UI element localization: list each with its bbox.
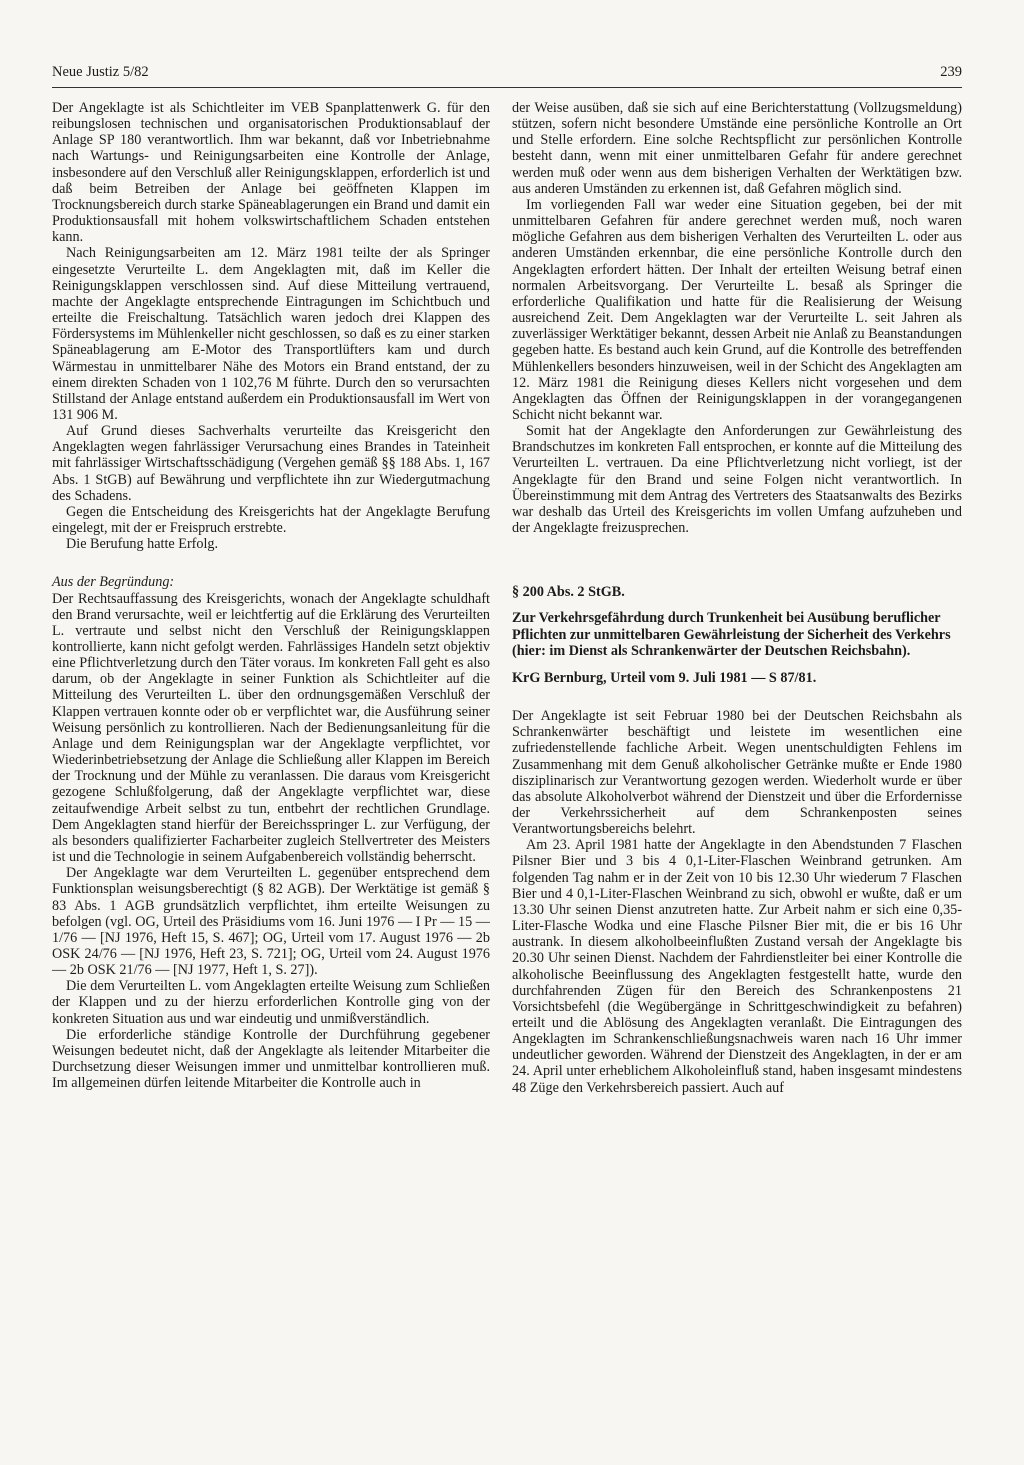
page-header xyxy=(52,64,962,86)
page-number: 239 xyxy=(940,64,962,80)
paragraph: Die dem Verurteilten L. vom Angeklagten erteilte Weisung zum Schließen der Klappen und zu der hierzu erforderlichen Kontrolle ging von der konkreten Situation aus und war eindeutig und unmißverständlich. xyxy=(52,978,490,1027)
headnote: Zur Verkehrsgefährdung durch Trunkenheit bei Ausübung beruflicher Pflichten zur unmittelbaren Gewährleistung der Sicherheit des Verkehrs (hier: im Dienst als Schrankenwärter der Deutschen Reichsbahn). xyxy=(512,610,951,660)
paragraph: der Weise ausüben, daß sie sich auf eine Berichterstattung (Vollzugsmeldung) stützen, sofern nicht besondere Umstände eine persönliche Kontrolle an Ort und Stelle erfordern. Eine solche Rechtspflicht zur persönlichen Kontrolle besteht dann, wenn mit einer unmittelbaren Gefahr für andere gerechnet werden muß oder wenn aus dem bisherigen Verhalten der Werktätigen bzw. aus anderen Umständen zu erkennen ist, daß Gefahren möglich sind. xyxy=(512,100,962,197)
paragraph: Der Angeklagte ist als Schichtleiter im VEB Spanplattenwerk G. für den reibungslosen technischen und organisatorischen Produktionsablauf der Anlage SP 180 verantwortlich. Ihm war bekannt, daß vor Inbetriebnahme nach Wartungs- und Reinigungsarbeiten eine Kontrolle der Anlage, insbesondere auf den Verschluß aller Reinigungsklappen, erforderlich ist und daß beim Betreiben der Anlage bei geöffneten Klappen im Trocknungsbereich durch starke Späneablagerungen ein Brand und damit ein Produktionsausfall mit hohem volkswirtschaftlichem Schaden entstehen kann. xyxy=(52,100,490,246)
paragraph: Der Angeklagte ist seit Februar 1980 bei der Deutschen Reichsbahn als Schrankenwärter beschäftigt und leistete im wesentlichen eine zufriedenstellende fachliche Arbeit. Wegen unentschuldigten Fehlens im Zusammenhang mit dem Genuß alkoholischer Getränke mußte er Ende 1980 disziplinarisch zur Verantwortung gezogen werden. Wiederholt wurde er über das absolute Alkoholverbot während der Dienstzeit und über die Erfordernisse der Verkehrssicherheit auf dem Schrankenposten seines Verantwortungsbereichs belehrt. xyxy=(512,708,962,838)
paragraph: Im vorliegenden Fall war weder eine Situation gegeben, bei der mit unmittelbaren Gefahren für andere gerechnet werden muß, noch waren mögliche Gefahren aus dem bisherigen Verhalten des Verurteilten L. oder aus anderen Umständen erkennbar, die eine persönliche Kontrolle durch den Angeklagten erfordert hätten. Der Inhalt der erteilten Weisung betraf einen normalen Arbeitsvorgang. Der Verurteilte L. besaß als Springer die erforderliche Qualifikation und hatte für die Realisierung der Weisung ausreichend Zeit. Dem Angeklagten war der Verurteilte L. seit Jahren als zuverlässiger Werktätiger bekannt, dessen Arbeit nie Anlaß zu Beanstandungen gegeben hatte. Es bestand auch kein Grund, auf die Kontrolle des betreffenden Mühlenkellers besonders hinzuweisen, weil in der Schicht des Angeklagten am 12. März 1981 die Reinigung dieses Kellers nicht vorgesehen und dem Angeklagten das Öffnen der Reinigungsklappen in der vorangegangenen Schicht nicht bekannt war. xyxy=(512,196,962,423)
paragraph: Die erforderliche ständige Kontrolle der Durchführung gegebener Weisungen bedeutet nicht, daß der Angeklagte als leitender Mitarbeiter die Durchsetzung dieser Weisungen immer und unmittelbar kontrollieren muß. Im allgemeinen dürfen leitende Mitarbeiter die Kontrolle auch in xyxy=(52,1026,490,1092)
paragraph: Der Rechtsauffassung des Kreisgerichts, wonach der Angeklagte schuldhaft den Brand verursachte, weil er leichtfertig auf die Erklärung des Verurteilten L. vertraute und selbst nicht den Verschluß der Reinigungsklappen kontrollierte, kann nicht gefolgt werden. Fahrlässiges Handeln setzt objektiv eine Pflichtverletzung durch den Täter voraus. Im konkreten Fall geht es also darum, ob der Angeklagte in seiner Funktion als Schichtleiter auf die Mitteilung des Verurteilten L. über den ordnungsgemäßen Verschluß der Klappen vertrauen konnte oder ob er verpflichtet war, die Ausführung seiner Weisung persönlich zu kontrollieren. Nach der Bedienungsanleitung für die Anlage und dem Reinigungsplan war der Angeklagte verpflichtet, vor Wiederinbetriebsetzung der Anlage die Schließung aller Klappen im Bereich der Trocknung und der Mühle zu veranlassen. Die daraus vom Kreisgericht gezogene Schlußfolgerung, daß der Angeklagte verpflichtet war, diese zeitaufwendige Arbeit selbst zu tun, entbehrt der rechtlichen Grundlage. Dem Angeklagten stand hierfür der Bereichsspringer L. zur Verfügung, der als besonders qualifizierter Facharbeiter zugleich Stellvertreter des Meisters ist und die Technologie in seinem Aufgabenbereich vollständig beherrscht. xyxy=(52,590,490,866)
section-reference: § 200 Abs. 2 StGB. xyxy=(512,584,625,601)
paragraph: Gegen die Entscheidung des Kreisgerichts hat der Angeklagte Berufung eingelegt, mit der er Freispruch erstrebte. xyxy=(52,503,490,537)
paragraph: Am 23. April 1981 hatte der Angeklagte in den Abendstunden 7 Flaschen Pilsner Bier und 3 bis 4 0,1-Liter-Flaschen Weinbrand getrunken. Am folgenden Tag nahm er in der Zeit von 10 bis 12.30 Uhr wiederum 7 Flaschen Bier und 4 0,1-Liter-Flaschen Weinbrand zu sich, obwohl er wußte, daß er um 13.30 Uhr seinen Dienst anzutreten hatte. Zur Arbeit nahm er sich eine 0,35-Liter-Flasche Wodka und eine Flasche Pilsner Bier mit, die er bis 16 Uhr austrank. In diesem alkoholbeeinflußten Zustand versah der Angeklagte bis 20.30 Uhr seinen Dienst. Nachdem der Fahrdienstleiter bei einer Kontrolle die alkoholische Beeinflussung des Angeklagten festgestellt hatte, wurde den durchfahrenden Zügen für den Bereich des Schrankenpostens 21 Vorsichtsbefehl (die Wegübergänge in Schrittgeschwindigkeit zu befahren) erteilt und die Ablösung des Angeklagten veranlaßt. Die Eintragungen des Angeklagten im Schrankenschließungsnachweis waren nach 16 Uhr immer undeutlicher geworden. Während der Dienstzeit des Angeklagten, in der er am 24. April unter erheblichem Alkoholeinfluß stand, haben insgesamt mindestens 48 Züge den Verkehrsbereich passiert. Auch auf xyxy=(512,837,962,1096)
section-heading: Aus der Begründung: xyxy=(52,574,175,591)
header-rule xyxy=(52,87,962,88)
paragraph: Der Angeklagte war dem Verurteilten L. gegenüber entsprechend dem Funktionsplan weisungsberechtigt (§ 82 AGB). Der Werktätige ist gemäß § 83 Abs. 1 AGB grundsätzlich verpflichtet, ihm erteilte Weisungen zu befolgen (vgl. OG, Urteil des Präsidiums vom 16. Juni 1976 — I Pr — 15 — 1/76 — [NJ 1976, Heft 15, S. 467]; OG, Urteil vom 17. August 1976 — 2b OSK 24/76 — [NJ 1976, Heft 23, S. 721]; OG, Urteil vom 24. August 1976 — 2b OSK 21/76 — [NJ 1977, Heft 1, S. 27]). xyxy=(52,865,490,979)
journal-title: Neue Justiz 5/82 xyxy=(52,64,149,80)
right-column xyxy=(512,100,962,1096)
paragraph: Nach Reinigungsarbeiten am 12. März 1981 teilte der als Springer eingesetzte Verurteilte L. dem Angeklagten mit, daß im Keller die Reinigungsklappen verschlossen sind. Auf diese Mitteilung vertrauend, machte der Angeklagte entsprechende Eintragungen im Schichtbuch und erteilte die Freischaltung. Tatsächlich waren jedoch drei Klappen des Fördersystems im Mühlenkeller nicht geschlossen, so daß es zu einer starken Späneablagerung am E-Motor des Transportlüfters kam und durch Wärmestau in unmittelbarer Nähe des Motors ein Brand entstand, der zu einem direkten Schaden von 1 102,76 M führte. Durch den so verursachten Stillstand der Anlage entstand außerdem ein Produktionsausfall im Wert von 131 906 M. xyxy=(52,245,490,423)
paragraph: Somit hat der Angeklagte den Anforderungen zur Gewährleistung des Brandschutzes im konkreten Fall entsprochen, er konnte auf die Mitteilung des Verurteilten L. vertrauen. Da eine Pflichtverletzung nicht vorliegt, ist der Angeklagte für den Brand und seine Folgen nicht verantwortlich. In Übereinstimmung mit dem Antrag des Vertreters des Staatsanwalts des Bezirks war deshalb das Urteil des Kreisgerichts im vollen Umfang aufzuheben und der Angeklagte freizusprechen. xyxy=(512,423,962,537)
paragraph: Die Berufung hatte Erfolg. xyxy=(66,536,219,553)
left-column xyxy=(52,100,490,1091)
court-citation: KrG Bernburg, Urteil vom 9. Juli 1981 — S 87/81. xyxy=(512,669,817,686)
paragraph: Auf Grund dieses Sachverhalts verurteilte das Kreisgericht den Angeklagten wegen fahrlässiger Verursachung eines Brandes in Tateinheit mit fahrlässiger Wirtschaftsschädigung (Vergehen gemäß §§ 188 Abs. 1, 167 Abs. 1 StGB) auf Bewährung und verpflichtete ihn zur Wiedergutmachung des Schadens. xyxy=(52,423,490,504)
